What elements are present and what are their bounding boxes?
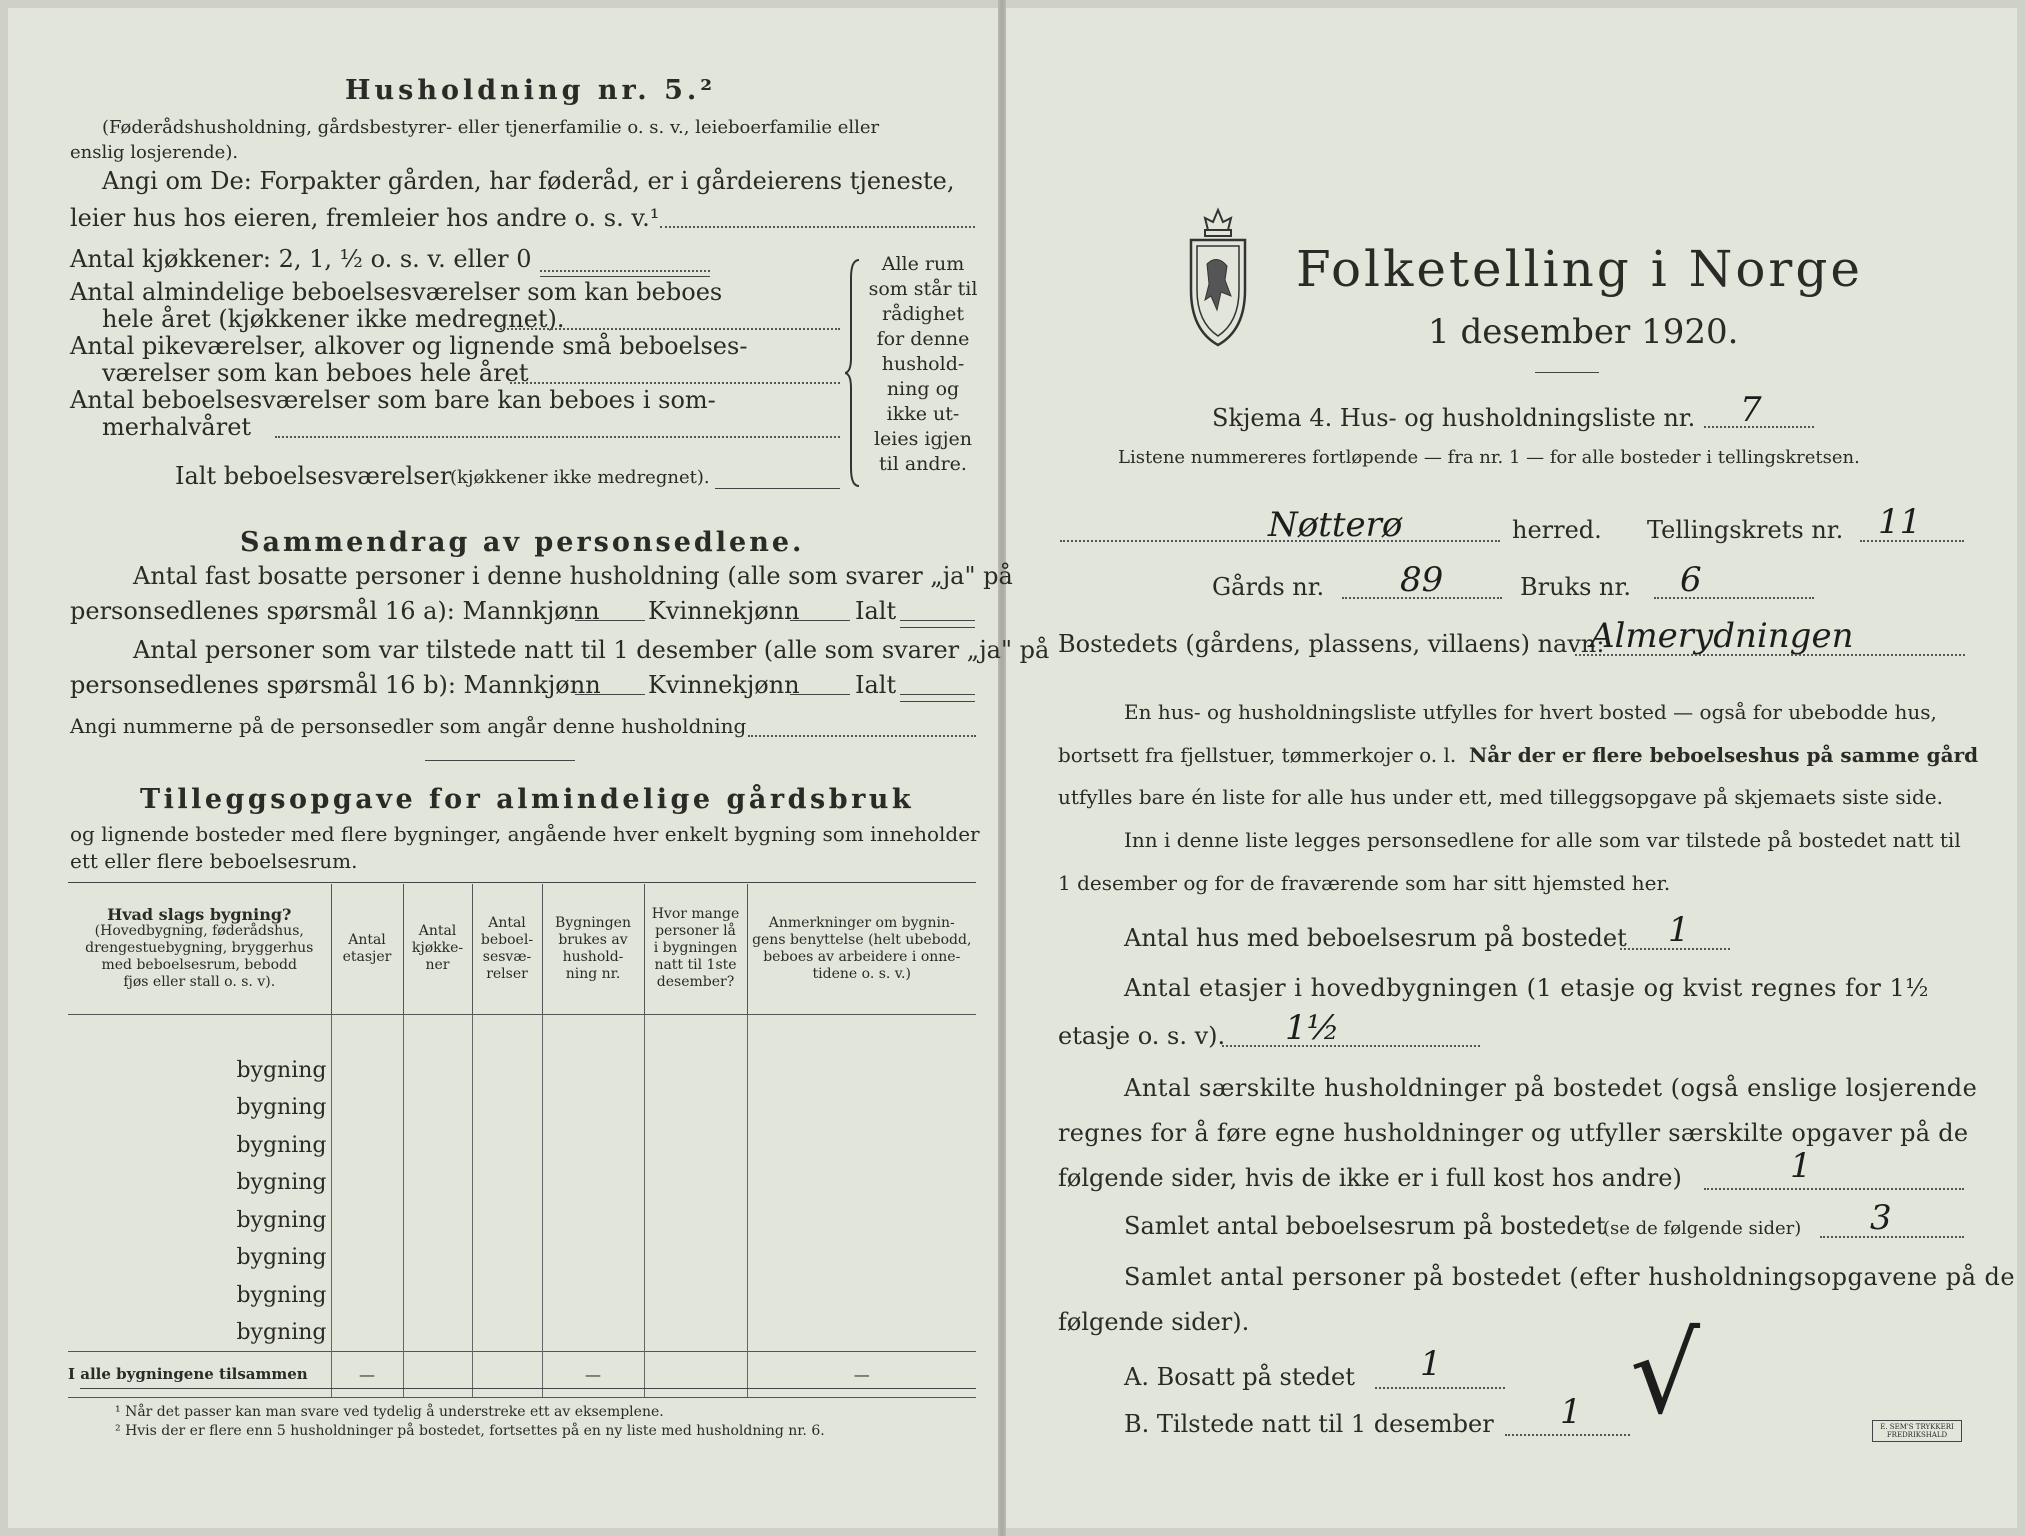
fast-kvinne-label: Kvinnekjønn xyxy=(648,597,800,625)
q-pers-1: Samlet antal personer på bostedet (efter husholdningsopgavene på de xyxy=(1124,1263,2016,1291)
section-divider xyxy=(425,760,575,761)
col-household-no: Bygningen brukes av hushold- ning nr. xyxy=(542,884,644,1014)
para2-line1: Inn i denne liste legges personsedlene for alle som var tilstede på bostedet natt til xyxy=(1124,828,1961,852)
household-heading: Husholdning nr. 5.² xyxy=(345,75,717,106)
page-fold xyxy=(998,0,1006,1536)
table-row: bygning xyxy=(68,1052,976,1090)
bosted-value: Almerydningen xyxy=(1590,616,1854,656)
rooms-summer-2: merhalvåret xyxy=(102,413,252,441)
summary-fast-1: Antal fast bosatte personer i denne husholdning (alle som svarer „ja" på xyxy=(133,562,1013,590)
ordinary-dots xyxy=(500,328,840,330)
bruk-label: Bruks nr. xyxy=(1520,573,1631,601)
krets-label: Tellingskrets nr. xyxy=(1647,516,1844,544)
col-kitchens: Antal kjøkke- ner xyxy=(403,884,472,1014)
para1-line2: bortsett fra fjellstuer, tømmerkojer o. l. Når der er flere beboelseshus på samme gård xyxy=(1058,743,1979,767)
a-value: 1 xyxy=(1420,1344,1442,1384)
b-label: B. Tilstede natt til 1 desember xyxy=(1124,1410,1494,1438)
fast-ialt-line-2 xyxy=(900,627,975,628)
rooms-maid-1: Antal pikeværelser, alkover og lignende små beboelses- xyxy=(70,332,748,360)
q-rum-value: 3 xyxy=(1870,1198,1892,1238)
table-total-row: I alle bygningene tilsammen — — — xyxy=(68,1352,976,1398)
fast-ialt-label: Ialt xyxy=(855,597,897,625)
natt-ialt-label: Ialt xyxy=(855,671,897,699)
q-hush-1: Antal særskilte husholdninger på bostedet (også enslige losjerende xyxy=(1124,1074,1978,1102)
tillegg-line-2: ett eller flere beboelsesrum. xyxy=(70,849,358,873)
ask-line-1: Angi om De: Forpakter gården, har føderåd, er i gårdeierens tjeneste, xyxy=(102,167,955,195)
q-etasjer-value: 1½ xyxy=(1285,1008,1340,1048)
numbers-dots xyxy=(748,735,976,737)
title: Folketelling i Norge xyxy=(1296,240,1863,298)
check-mark: √ xyxy=(1630,1310,1701,1438)
gard-value: 89 xyxy=(1400,560,1444,600)
table-row: bygning xyxy=(68,1202,976,1240)
bruk-value: 6 xyxy=(1680,560,1702,600)
q-rum-label: Samlet antal beboelsesrum på bostedet xyxy=(1124,1212,1606,1240)
col-building-type: Hvad slags bygning? (Hovedbygning, føderådshus, drengestuebygning, bryggerhus med beboelsesrum, bebodd fjøs eller stall o. s. v). xyxy=(68,884,331,1014)
gard-dots xyxy=(1342,597,1502,599)
q-rum-dots xyxy=(1820,1236,1964,1238)
fast-ialt-line xyxy=(900,620,975,621)
herred-label: herred. xyxy=(1512,516,1602,544)
natt-ialt-line-2 xyxy=(900,701,975,702)
maid-dots xyxy=(510,382,840,384)
brace-note: Alle rum som står til rådighet for denne hushold- ning og ikke ut- leies igjen til andre. xyxy=(868,253,978,475)
fast-kvinne-line xyxy=(790,620,850,621)
natt-kvinne-label: Kvinnekjønn xyxy=(648,671,800,699)
intro-line-1: (Føderådshusholdning, gårdsbestyrer- eller tjenerfamilie o. s. v., leieboerfamilie eller xyxy=(102,117,880,138)
schema-dots xyxy=(1704,426,1814,428)
footnote-rule xyxy=(80,1388,976,1389)
printer-stamp: E. SEM'S TRYKKERI FREDRIKSHALD xyxy=(1872,1420,1962,1442)
summary-natt-2: personsedlenes spørsmål 16 b): Mannkjønn xyxy=(70,671,601,699)
table-row: bygning xyxy=(68,1089,976,1127)
a-dots xyxy=(1375,1387,1505,1389)
rooms-total-line xyxy=(715,488,840,489)
numbered-note: Listene nummereres fortløpende — fra nr. 1 — for alle bosteder i tellingskretsen. xyxy=(1118,447,1860,468)
q-hush-2: regnes for å føre egne husholdninger og utfyller særskilte opgaver på de xyxy=(1058,1119,1969,1147)
b-value: 1 xyxy=(1560,1392,1582,1432)
schema-value: 7 xyxy=(1740,390,1762,430)
para1-line1: En hus- og husholdningsliste utfylles for hvert bosted — også for ubebodde hus, xyxy=(1124,700,1937,724)
col-floors: Antal etasjer xyxy=(331,884,403,1014)
coat-of-arms-icon xyxy=(1183,200,1253,348)
b-dots xyxy=(1505,1434,1630,1436)
buildings-table xyxy=(68,884,976,1398)
para1-line3: utfylles bare én liste for alle hus under ett, med tilleggsopgave på skjemaets siste side. xyxy=(1058,785,1943,809)
q-etasjer-2: etasje o. s. v). xyxy=(1058,1022,1226,1050)
summary-natt-1: Antal personer som var tilstede natt til 1 desember (alle som svarer „ja" på xyxy=(133,636,1050,664)
kitchens-dots xyxy=(540,270,710,272)
title-divider xyxy=(1535,372,1599,373)
col-remarks: Anmerkninger om bygnin- gens benyttelse (helt ubebodd, beboes av arbeidere i onne- tidene o. s. v.) xyxy=(747,884,976,1014)
q-etasjer-dots xyxy=(1222,1045,1480,1047)
tillegg-heading: Tilleggsopgave for almindelige gårdsbruk xyxy=(140,784,915,815)
summary-fast-2: personsedlenes spørsmål 16 a): Mannkjønn xyxy=(70,597,600,625)
right-page xyxy=(1004,8,2017,1528)
bosted-label: Bostedets (gårdens, plassens, villaens) navn: xyxy=(1058,630,1605,658)
rooms-total: Ialt beboelsesværelser xyxy=(175,462,452,490)
table-row: bygning xyxy=(68,1314,976,1352)
summary-numbers: Angi nummerne på de personsedler som angår denne husholdning xyxy=(70,714,747,738)
rooms-ordinary-1: Antal almindelige beboelsesværelser som kan beboes xyxy=(70,278,723,306)
ask-answer-line xyxy=(660,226,975,228)
schema-label: Skjema 4. Hus- og husholdningsliste nr. xyxy=(1212,404,1696,432)
q-hush-3: følgende sider, hvis de ikke er i full kost hos andre) xyxy=(1058,1164,1682,1192)
q-pers-2: følgende sider). xyxy=(1058,1308,1250,1336)
a-label: A. Bosatt på stedet xyxy=(1124,1363,1355,1391)
q-hush-dots xyxy=(1704,1188,1964,1190)
herred-value: Nøtterø xyxy=(1268,505,1403,545)
footnote-2: ² Hvis der er flere enn 5 husholdninger på bostedet, fortsettes på en ny liste med husholdning nr. 6. xyxy=(115,1423,825,1439)
rooms-maid-2: værelser som kan beboes hele året xyxy=(102,359,529,387)
table-top-line xyxy=(68,882,976,883)
herred-dots xyxy=(1060,540,1500,542)
table-row xyxy=(68,1014,976,1052)
ask-line-2: leier hus hos eieren, fremleier hos andre o. s. v.¹ xyxy=(70,204,660,232)
rooms-summer-1: Antal beboelsesværelser som bare kan beboes i som- xyxy=(70,386,716,414)
rooms-brace xyxy=(845,258,865,488)
footnote-1: ¹ Når det passer kan man svare ved tydelig å understreke ett av eksemplene. xyxy=(115,1404,664,1420)
fast-mann-line xyxy=(575,620,645,621)
table-row: bygning xyxy=(68,1277,976,1315)
gard-label: Gårds nr. xyxy=(1212,573,1325,601)
col-rooms: Antal beboel- sesvæ- relser xyxy=(472,884,542,1014)
natt-kvinne-line xyxy=(790,694,850,695)
summer-dots xyxy=(275,436,840,438)
q-hus-label: Antal hus med beboelsesrum på bostedet xyxy=(1124,924,1627,952)
intro-line-2: enslig losjerende). xyxy=(70,142,239,163)
table-row: bygning xyxy=(68,1239,976,1277)
date: 1 desember 1920. xyxy=(1428,312,1739,352)
table-row: bygning xyxy=(68,1127,976,1165)
q-etasjer-1: Antal etasjer i hovedbygningen (1 etasje og kvist regnes for 1½ xyxy=(1124,974,1930,1002)
q-hus-dots xyxy=(1620,948,1730,950)
col-persons: Hvor mange personer lå i bygningen natt til 1ste desember? xyxy=(644,884,747,1014)
natt-mann-line xyxy=(575,694,645,695)
krets-value: 11 xyxy=(1878,502,1922,542)
natt-ialt-line xyxy=(900,694,975,695)
rooms-kitchens: Antal kjøkkener: 2, 1, ½ o. s. v. eller 0 xyxy=(70,245,532,273)
q-hush-value: 1 xyxy=(1790,1146,1812,1186)
kitchens-line xyxy=(540,276,710,277)
rooms-ordinary-2: hele året (kjøkkener ikke medregnet). xyxy=(102,305,565,333)
bosted-dots xyxy=(1575,654,1965,656)
q-hus-value: 1 xyxy=(1668,910,1690,950)
bruk-dots xyxy=(1654,597,1814,599)
rooms-total-note: (kjøkkener ikke medregnet). xyxy=(450,467,710,488)
q-rum-note: (se de følgende sider) xyxy=(1603,1218,1802,1239)
tillegg-line-1: og lignende bosteder med flere bygninger, angående hver enkelt bygning som inneholder xyxy=(70,822,980,846)
summary-heading: Sammendrag av personsedlene. xyxy=(240,527,805,558)
table-row: bygning xyxy=(68,1164,976,1202)
para2-line2: 1 desember og for de fraværende som har sitt hjemsted her. xyxy=(1058,871,1671,895)
krets-dots xyxy=(1860,540,1964,542)
